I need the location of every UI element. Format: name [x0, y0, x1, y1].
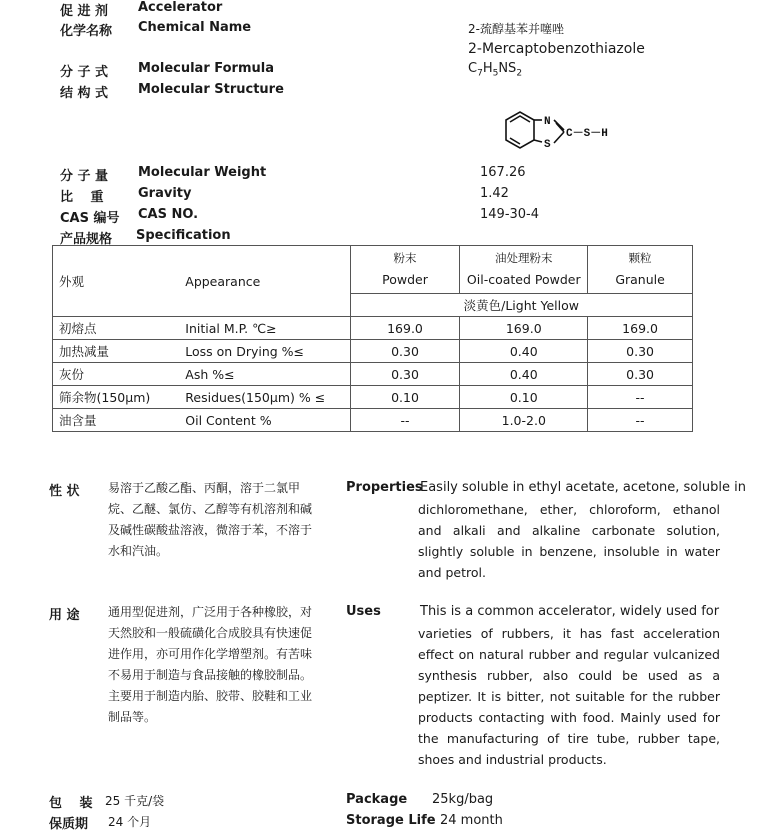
package-value-en: 25kg/bag — [432, 792, 494, 807]
weight-label-en: Molecular Weight — [138, 165, 267, 180]
appearance-value: 淡黄色/Light Yellow — [350, 293, 692, 316]
properties-label-zh: 性 状 — [49, 484, 80, 499]
row-label-zh: 筛余物(150μm) — [53, 386, 186, 409]
table-header-row — [53, 246, 693, 294]
uses-text-en-rest: varieties of rubbers, it has fast acceleration effect on natural rubber and regular vulcanized synthesis rubber, also could be used as a peptizer. It is bitter, not suitable for the rubber products contacting with food. Mainly used for the manufacturing of tire tube, rubber tape, shoes and industrial products. — [418, 626, 720, 767]
table-row — [53, 340, 693, 363]
specification-table — [52, 245, 693, 432]
structure-n-label: N — [544, 116, 551, 128]
col-oil-coated-en: Oil-coated Powder — [466, 272, 581, 288]
spec-label-zh: 产品规格 — [60, 232, 113, 247]
cell-powder: -- — [350, 409, 460, 432]
cell-granule: -- — [588, 386, 693, 409]
gravity-label-en: Gravity — [138, 186, 192, 201]
accelerator-label-en: Accelerator — [138, 0, 223, 15]
table-row — [53, 409, 693, 432]
row-label-zh: 油含量 — [53, 409, 186, 432]
chemical-name-value-zh: 2-巯醇基苯并噻唑 — [468, 22, 564, 36]
table-row — [53, 386, 693, 409]
cas-label-en: CAS NO. — [138, 207, 199, 222]
cell-powder: 0.30 — [350, 340, 460, 363]
cell-oil-coated: 1.0-2.0 — [460, 409, 588, 432]
uses-label-en: Uses — [346, 604, 381, 619]
cell-oil-coated: 0.10 — [460, 386, 588, 409]
chemical-name-label-en: Chemical Name — [138, 20, 252, 35]
cell-oil-coated: 0.40 — [460, 363, 588, 386]
benzene-ring — [506, 112, 534, 148]
appearance-label-zh: 外观 — [53, 246, 186, 317]
formula-label-en: Molecular Formula — [138, 61, 274, 76]
properties-text-zh: 易溶于乙酸乙酯、丙酮，溶于二氯甲烷、乙醚、氯仿、乙醇等有机溶剂和碱及碱性碳酸盐溶液，微溶于苯，不溶于水和汽油。 — [108, 481, 313, 558]
uses-label-zh: 用 途 — [49, 608, 80, 623]
col-granule-zh: 颗粒 — [628, 251, 652, 266]
col-oil-coated — [460, 246, 588, 294]
appearance-label-en: Appearance — [185, 246, 350, 317]
cell-granule: 0.30 — [588, 363, 693, 386]
uses-text-zh: 通用型促进剂，广泛用于各种橡胶，对天然胶和一般硫磺化合成胶具有快速促进作用，亦可用作化学增塑剂。有苦味不易用于制造与食品接触的橡胶制品。主要用于制造内胎、胶带、胶鞋和工业制品等。 — [108, 605, 313, 724]
table-row — [53, 317, 693, 340]
row-label-en: Loss on Drying %≤ — [185, 340, 350, 363]
cell-granule: 0.30 — [588, 340, 693, 363]
cell-powder: 0.10 — [350, 386, 460, 409]
properties-text-en-rest: dichloromethane, ether, chloroform, ethanol and alkali and alkaline carbonate solution, slightly soluble in benzene, insoluble in water and petrol. — [418, 502, 720, 580]
cell-oil-coated: 169.0 — [460, 317, 588, 340]
gravity-value: 1.42 — [480, 186, 509, 201]
row-label-en: Residues(150μm) % ≤ — [185, 386, 350, 409]
col-powder-en: Powder — [382, 272, 428, 288]
cell-oil-coated: 0.40 — [460, 340, 588, 363]
row-label-zh: 加热减量 — [53, 340, 186, 363]
weight-label-zh: 分 子 量 — [60, 169, 109, 184]
accelerator-label-zh: 促 进 剂 — [60, 4, 109, 19]
structure-label-en: Molecular Structure — [138, 82, 284, 97]
cell-granule: -- — [588, 409, 693, 432]
formula-label-zh: 分 子 式 — [60, 65, 109, 80]
structure-label-zh: 结 构 式 — [60, 86, 109, 101]
weight-value: 167.26 — [480, 165, 526, 180]
row-label-en: Oil Content % — [185, 409, 350, 432]
row-label-zh: 灰份 — [53, 363, 186, 386]
row-label-en: Ash %≤ — [185, 363, 350, 386]
uses-text-en-first: This is a common accelerator, widely used for — [420, 604, 720, 619]
table-row — [53, 363, 693, 386]
structure-side-chain: C－S－H — [566, 128, 608, 140]
shelf-life-label-en: Storage Life — [346, 813, 436, 828]
gravity-label-zh: 比 重 — [60, 190, 104, 205]
package-label-en: Package — [346, 792, 408, 807]
cell-powder: 0.30 — [350, 363, 460, 386]
cas-value: 149-30-4 — [480, 207, 540, 222]
structure-s-label: S — [544, 139, 551, 151]
cas-label-zh: CAS 编号 — [60, 211, 120, 226]
col-powder-zh: 粉末 — [393, 251, 417, 266]
properties-text-en-first: Easily soluble in ethyl acetate, acetone, soluble in — [420, 480, 746, 495]
molecular-structure-diagram — [496, 108, 636, 160]
shelf-life-value-zh: 24 个月 — [108, 815, 152, 829]
chemical-name-value-en: 2-Mercaptobenzothiazole — [468, 41, 645, 57]
formula-value: $C_7H_5NS_2$ — [468, 61, 523, 79]
col-powder — [350, 246, 460, 294]
row-label-en: Initial M.P. ℃≥ — [185, 317, 350, 340]
col-oil-coated-zh: 油处理粉末 — [495, 251, 553, 266]
cell-powder: 169.0 — [350, 317, 460, 340]
cell-granule: 169.0 — [588, 317, 693, 340]
spec-label-en: Specification — [136, 228, 231, 243]
properties-label-en: Properties — [346, 480, 423, 495]
shelf-life-value-en: 24 month — [440, 813, 503, 828]
package-label-zh: 包 装 — [49, 796, 93, 811]
col-granule — [588, 246, 693, 294]
chemical-name-label-zh: 化学名称 — [60, 24, 113, 39]
row-label-zh: 初熔点 — [53, 317, 186, 340]
shelf-life-label-zh: 保质期 — [49, 817, 89, 832]
package-value-zh: 25 千克/袋 — [105, 794, 165, 808]
col-granule-en: Granule — [615, 272, 665, 288]
